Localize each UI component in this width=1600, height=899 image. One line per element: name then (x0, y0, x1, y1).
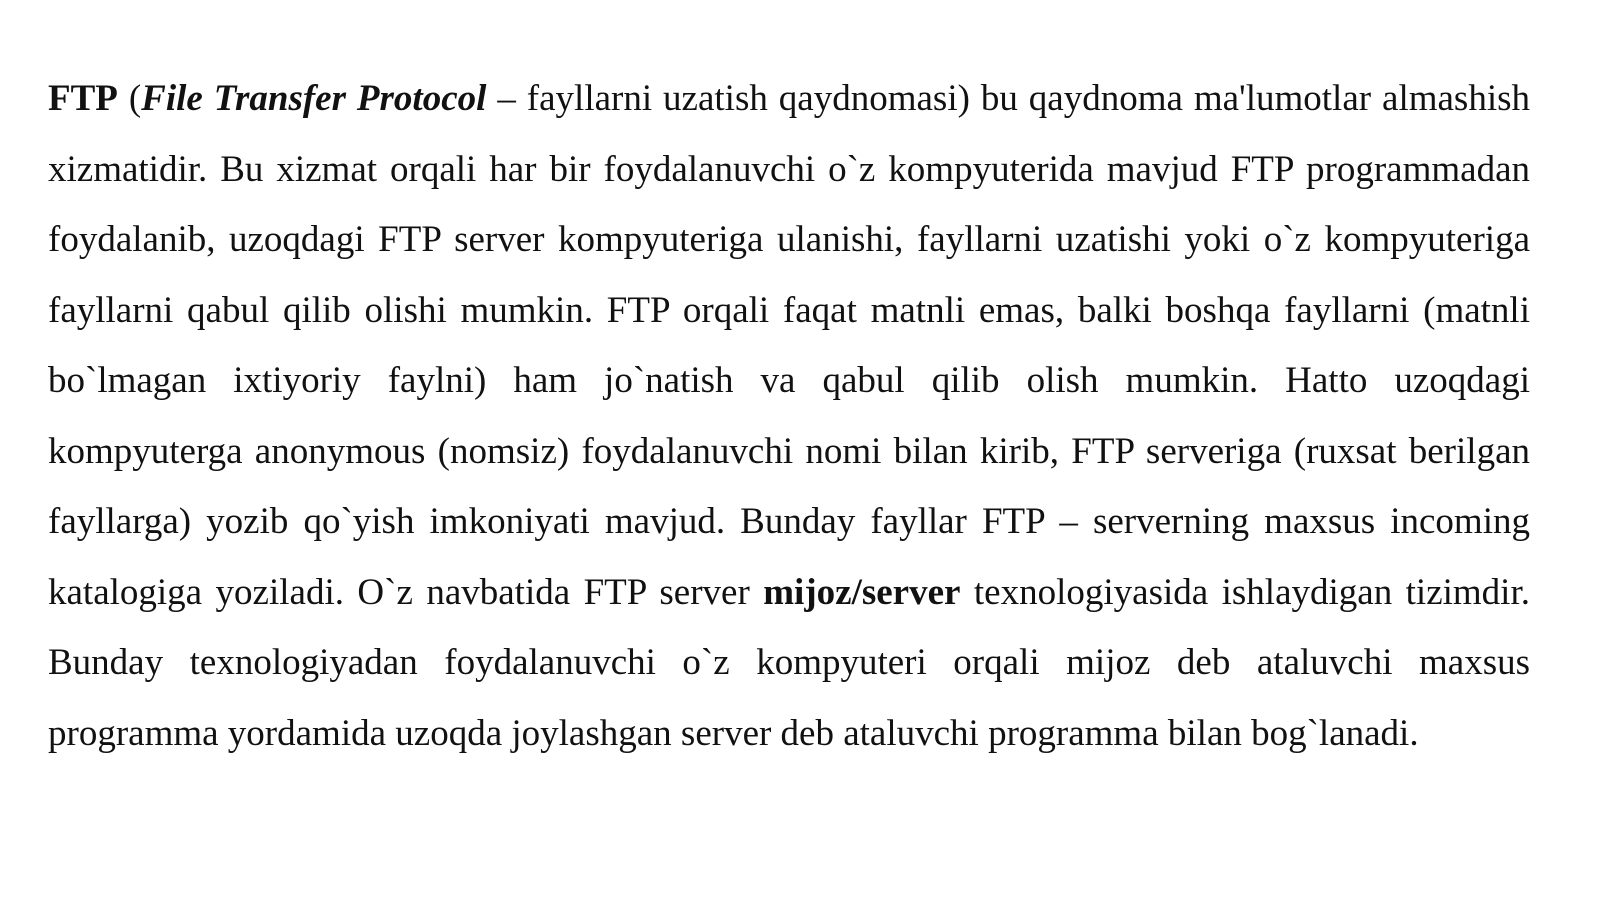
paragraph-text-2: texnologiyasida ishlaydigan tizimdir. Bunday texnologiyadan foydalanuvchi o`z kompyuteri orqali mijoz deb ataluvchi maxsus programma yordamida uzoqda joylashgan server deb ataluvchi programma bilan bog`lanadi. (48, 571, 1530, 754)
term-ftp: FTP (48, 78, 118, 119)
body-paragraph (48, 64, 1530, 769)
open-paren: ( (117, 78, 142, 119)
paragraph-text-1: – fayllarni uzatish qaydnomasi) bu qaydnoma ma'lumotlar almashish xizmatidir. Bu xizmat orqali har bir foydalanuvchi o`z kompyuterida mavjud FTP programmadan foydalanib, uzoqdagi FTP server kompyuteriga ulanishi, fayllarni uzatishi yoki o`z kompyuteriga fayllarni qabul qilib olishi mumkin. FTP orqali faqat matnli emas, balki boshqa fayllarni (matnli bo`lmagan ixtiyoriy faylni) ham jo`natish va qabul qilib olish mumkin. Hatto uzoqdagi kompyuterga anonymous (nomsiz) foydalanuvchi nomi bilan kirib, FTP serveriga (ruxsat berilgan fayllarga) yozib qo`yish imkoniyati mavjud. Bunday fayllar FTP – serverning maxsus incoming katalogiga yoziladi. O`z navbatida FTP server (48, 78, 1531, 613)
document-page (48, 64, 1530, 769)
term-expansion: File Transfer Protocol (141, 78, 487, 119)
emphasis-mijoz-server: mijoz/server (763, 571, 961, 613)
